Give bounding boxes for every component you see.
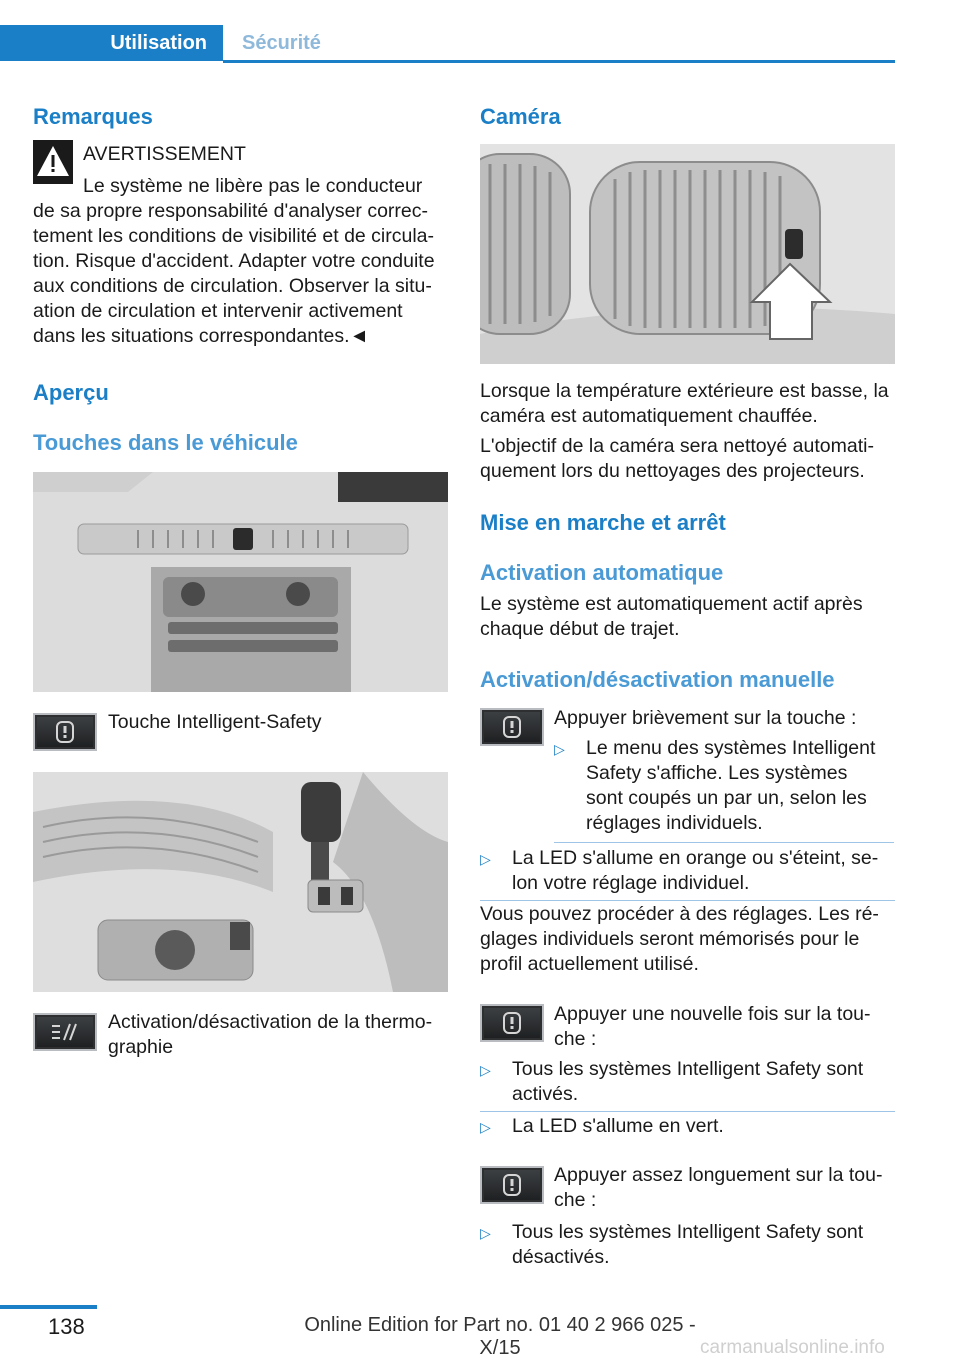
page-number: 138 <box>48 1314 85 1339</box>
text-line: Vous pouvez procéder à des réglages. Les ré- <box>480 903 879 925</box>
edition-footer: Online Edition for Part no. 01 40 2 966 025 - X/15 <box>304 1314 696 1359</box>
list-item <box>480 1114 900 1140</box>
divider <box>480 900 895 901</box>
button1-caption: Touche Intelligent-Safety <box>108 711 322 733</box>
press-short-text: Appuyer brièvement sur la touche : <box>554 707 857 729</box>
text-line: Safety s'affiche. Les systèmes <box>586 762 848 784</box>
list-item <box>480 846 900 896</box>
warning-line: dans les situations correspondantes.◄ <box>33 325 369 347</box>
tab-utilisation[interactable]: Utilisation <box>0 25 223 61</box>
text-line: Tous les systèmes Intelligent Safety sont <box>512 1058 864 1080</box>
text-line: réglages individuels. <box>586 812 763 834</box>
button2-caption-line: Activation/désactivation de la thermo- <box>108 1011 433 1033</box>
camera-heading: Caméra <box>480 104 561 129</box>
bullet-marker: ▷ <box>480 1062 491 1078</box>
text-line: sont coupés un par un, selon les <box>586 787 867 809</box>
warning-label: AVERTISSEMENT <box>83 143 246 165</box>
bullet-marker: ▷ <box>554 741 565 757</box>
bullet-marker: ▷ <box>480 1225 491 1241</box>
thermography-icon <box>50 1020 80 1044</box>
text-line: Le menu des systèmes Intelligent <box>586 737 876 759</box>
light-switch-photo <box>33 772 448 992</box>
text-line: profil actuellement utilisé. <box>480 953 699 975</box>
list-item <box>480 1057 900 1107</box>
press-again-text <box>554 1002 899 1052</box>
tab-underline <box>223 60 895 63</box>
text-line: che : <box>554 1189 597 1211</box>
text-line: désactivés. <box>512 1246 610 1268</box>
warning-line: ation de circulation et intervenir activement <box>33 300 403 322</box>
divider <box>554 842 894 843</box>
list-item <box>480 1220 900 1270</box>
reglages-text <box>480 902 900 977</box>
mise-en-marche-heading: Mise en marche et arrêt <box>480 510 726 535</box>
text-line: Lorsque la température extérieure est basse, la <box>480 380 889 402</box>
text-line: che : <box>554 1028 597 1050</box>
watermark: carmanualsonline.info <box>700 1337 885 1358</box>
page-number-bar <box>0 1305 97 1309</box>
warning-first-line: Le système ne libère pas le conducteur <box>83 175 423 197</box>
text-line: caméra est automatiquement chauffée. <box>480 405 818 427</box>
dashboard-photo <box>33 472 448 692</box>
intelligent-safety-button-icon <box>480 1004 544 1042</box>
activation-auto-text <box>480 592 900 642</box>
warning-text <box>33 199 453 349</box>
warning-line: tion. Risque d'accident. Adapter votre conduite <box>33 250 435 272</box>
camera-para1 <box>480 379 900 429</box>
text-line: activés. <box>512 1083 579 1105</box>
intelligent-safety-icon <box>53 720 77 744</box>
text-line: lon votre réglage individuel. <box>512 872 750 894</box>
warning-line: aux conditions de circulation. Observer la situ- <box>33 275 432 297</box>
warning-line: de sa propre responsabilité d'analyser correc- <box>33 200 429 222</box>
thermography-button-icon <box>33 1013 97 1051</box>
camera-photo <box>480 144 895 364</box>
text-line: chaque début de trajet. <box>480 618 680 640</box>
text-line: glages individuels seront mémorisés pour le <box>480 928 860 950</box>
remarques-heading: Remarques <box>33 104 153 129</box>
warning-icon <box>33 140 73 184</box>
intelligent-safety-button-icon <box>480 708 544 746</box>
divider <box>480 1111 895 1112</box>
activation-manual-heading: Activation/désactivation manuelle <box>480 667 835 692</box>
list-item <box>554 736 894 836</box>
activation-auto-heading: Activation automatique <box>480 560 724 585</box>
press-long-text <box>554 1163 899 1213</box>
text-line: Le système est automatiquement actif après <box>480 593 863 615</box>
text-line: La LED s'allume en vert. <box>512 1115 724 1137</box>
bullet-marker: ▷ <box>480 1119 491 1135</box>
intelligent-safety-icon <box>500 1011 524 1035</box>
camera-para2 <box>480 434 900 484</box>
text-line: Appuyer une nouvelle fois sur la tou- <box>554 1003 871 1025</box>
text-line: Appuyer assez longuement sur la tou- <box>554 1164 883 1186</box>
touches-heading: Touches dans le véhicule <box>33 430 298 455</box>
text-line: quement lors du nettoyages des projecteurs. <box>480 460 865 482</box>
bullet-marker: ▷ <box>480 851 491 867</box>
button2-caption <box>108 1010 432 1060</box>
tab-securite[interactable]: Sécurité <box>242 31 321 54</box>
text-line: L'objectif de la caméra sera nettoyé automati- <box>480 435 874 457</box>
warning-line: tement les conditions de visibilité et de circula- <box>33 225 435 247</box>
button2-caption-line: graphie <box>108 1036 174 1058</box>
text-line: Tous les systèmes Intelligent Safety sont <box>512 1221 864 1243</box>
apercu-heading: Aperçu <box>33 380 109 405</box>
intelligent-safety-icon <box>500 715 524 739</box>
intelligent-safety-button-icon <box>33 713 97 751</box>
intelligent-safety-icon <box>500 1173 524 1197</box>
intelligent-safety-button-icon <box>480 1166 544 1204</box>
text-line: La LED s'allume en orange ou s'éteint, se- <box>512 847 879 869</box>
